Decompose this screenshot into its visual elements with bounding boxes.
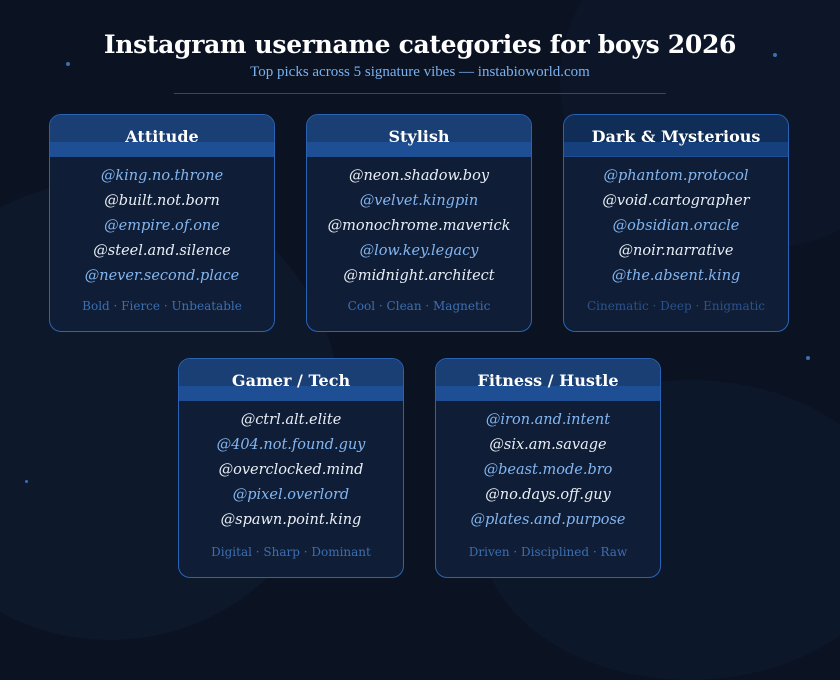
username-item: @neon.shadow.boy xyxy=(348,168,490,184)
username-item: @low.key.legacy xyxy=(359,243,479,259)
username-item: @obsidian.oracle xyxy=(612,218,740,234)
username-list xyxy=(50,157,274,289)
username-item: @spawn.point.king xyxy=(220,512,362,528)
card-header xyxy=(307,115,531,157)
username-item: @404.not.found.guy xyxy=(216,437,366,453)
username-item: @beast.mode.bro xyxy=(483,462,613,478)
decorative-dot xyxy=(806,356,810,360)
username-item: @the.absent.king xyxy=(611,268,741,284)
username-item: @void.cartographer xyxy=(602,193,750,209)
decorative-dot xyxy=(25,480,28,483)
card-tagline: Cool · Clean · Magnetic xyxy=(347,299,491,313)
username-item: @iron.and.intent xyxy=(485,412,611,428)
card-tagline: Bold · Fierce · Unbeatable xyxy=(82,299,242,313)
card-tagline: Driven · Disciplined · Raw xyxy=(468,545,628,559)
username-item: @pixel.overlord xyxy=(232,487,350,503)
category-card-stylish xyxy=(306,114,532,332)
username-item: @no.days.off.guy xyxy=(485,487,611,503)
username-item: @never.second.place xyxy=(84,268,240,284)
divider xyxy=(174,93,666,94)
card-header xyxy=(50,115,274,157)
username-list xyxy=(436,401,660,533)
page-subtitle: Top picks across 5 signature vibes — instabioworld.com xyxy=(250,64,590,80)
username-item: @phantom.protocol xyxy=(603,168,749,184)
username-list xyxy=(564,157,788,289)
username-item: @midnight.architect xyxy=(343,268,495,284)
card-title: Attitude xyxy=(125,127,199,146)
card-title: Dark & Mysterious xyxy=(591,127,761,146)
card-header xyxy=(436,359,660,401)
category-card-fitness-hustle xyxy=(435,358,661,578)
username-item: @built.not.born xyxy=(104,193,220,209)
card-title: Gamer / Tech xyxy=(231,371,351,390)
card-title: Fitness / Hustle xyxy=(477,371,619,390)
card-tagline: Cinematic · Deep · Enigmatic xyxy=(586,299,766,313)
username-item: @velvet.kingpin xyxy=(359,193,479,209)
username-list xyxy=(307,157,531,289)
card-title: Stylish xyxy=(388,127,450,146)
card-header xyxy=(564,115,788,157)
username-item: @king.no.throne xyxy=(100,168,224,184)
page-title: Instagram username categories for boys 2026 xyxy=(103,30,737,59)
username-item: @steel.and.silence xyxy=(93,243,231,259)
category-card-attitude xyxy=(49,114,275,332)
username-item: @plates.and.purpose xyxy=(470,512,626,528)
username-item: @empire.of.one xyxy=(104,218,220,234)
username-item: @overclocked.mind xyxy=(218,462,364,478)
username-item: @monochrome.maverick xyxy=(327,218,511,234)
category-card-dark-mysterious xyxy=(563,114,789,332)
username-list xyxy=(179,401,403,533)
username-item: @noir.narrative xyxy=(618,243,734,259)
category-card-gamer-tech xyxy=(178,358,404,578)
username-item: @six.am.savage xyxy=(489,437,607,453)
username-item: @ctrl.alt.elite xyxy=(240,412,342,428)
card-header xyxy=(179,359,403,401)
card-tagline: Digital · Sharp · Dominant xyxy=(211,545,371,559)
